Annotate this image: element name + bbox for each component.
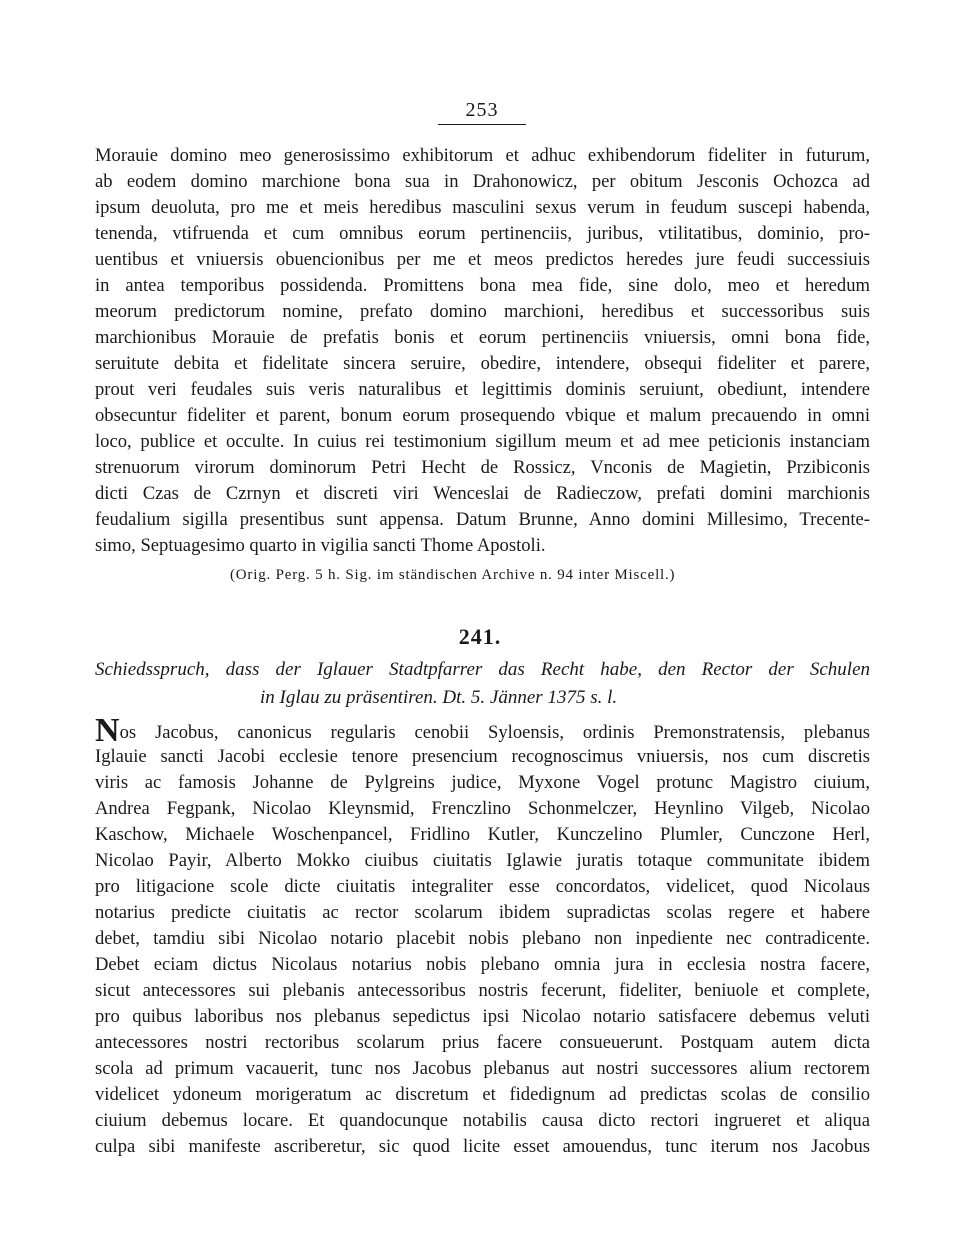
page-number: 253 [438,100,526,125]
text-line: antecessores nostri rectoribus scolarum prius facere consueuerunt. Postquam autem dicta [95,1032,870,1053]
summary-line: Schiedsspruch, dass der Iglauer Stadtpfarrer das Recht habe, den Rector der Schulen [95,659,870,680]
text-line: Kaschow, Michaele Woschenpancel, Fridlino Kutler, Kunczelino Plumler, Cunczone Herl, [95,824,870,845]
source-note: (Orig. Perg. 5 h. Sig. im ständischen Archive n. 94 inter Miscell.) [230,567,676,583]
text-line: tenenda, vtifruenda et cum omnibus eorum pertinenciis, juribus, vtilitatibus, dominio, pro- [95,223,870,244]
text-line: strenuorum virorum dominorum Petri Hecht de Rossicz, Vnconis de Magietin, Przibiconis [95,457,870,478]
text-line: prout veri feudales suis veris naturalibus et legittimis dominis seruiunt, obediunt, intendere [95,379,870,400]
text-line: debet, tamdiu sibi Nicolao notario placebit nobis plebano non inpediente nec contradicente. [95,928,870,949]
text-line: ipsum deuoluta, pro me et meis heredibus masculini sexus verum in feudum suscepi habenda, [95,197,870,218]
text-line: in antea temporibus possidenda. Promittens bona mea fide, sine dolo, meo et heredum [95,275,870,296]
text-line: viris ac famosis Johanne de Pylgreins judice, Myxone Vogel protunc Magistro ciuium, [95,772,870,793]
text-line: notarius predicte ciuitatis ac rector scolarum ibidem supradictas scolas regere et habere [95,902,870,923]
text-line: culpa sibi manifeste ascriberetur, sic quod licite esset amouendus, tunc iterum nos Jacobus [95,1136,870,1157]
initial-letter: N [95,712,120,749]
charter-continuation-text [95,143,870,559]
text-line: Morauie domino meo generosissimo exhibitorum et adhuc exhibendorum fideliter in futurum, [95,145,870,166]
summary-line: in Iglau zu präsentiren. Dt. 5. Jänner 1375 s. l. [260,687,618,708]
text-line: seruitute debita et fidelitate sincera seruire, obedire, intendere, obsequi fideliter et parere, [95,353,870,374]
first-line-text: os Jacobus, canonicus regularis cenobii Syloensis, ordinis Premonstratensis, plebanus [119,722,870,743]
text-line: meorum predictorum nomine, prefato domino marchioni, heredibus et successoribus suis [95,301,870,322]
text-line: pro quibus laboribus nos plebanus sepedictus ipsi Nicolao notario satisfacere debemus veluti [95,1006,870,1027]
text-line: Nicolao Payir, Alberto Mokko ciuibus ciuitatis Iglawie juratis totaque communitate ibidem [95,850,870,871]
text-line: feudalium sigilla presentibus sunt appensa. Datum Brunne, Anno domini Millesimo, Trecente- [95,509,870,530]
text-line: pro litigacione scole dicte ciuitatis integraliter esse concordatos, videlicet, quod Nicolaus [95,876,870,897]
text-line: Debet eciam dictus Nicolaus notarius nobis plebano omnia jura in ecclesia nostra facere, [95,954,870,975]
text-line: ab eodem domino marchione bona sua in Drahonowicz, per obitum Jesconis Ochozca ad [95,171,870,192]
text-line: Andrea Fegpank, Nicolao Kleynsmid, Frenczlino Schonmelczer, Heynlino Vilgeb, Nicolao [95,798,870,819]
text-line: loco, publice et occulte. In cuius rei testimonium sigillum meum et ad mee peticionis instanciam [95,431,870,452]
text-line: ciuium debemus locare. Et quandocunque notabilis causa dicto rectori ingrueret et aliqua [95,1110,870,1131]
text-line: uentibus et vniuersis obuencionibus per me et meos predictos heredes jure feudi successiuis [95,249,870,270]
text-line: Iglauie sancti Jacobi ecclesie tenore presencium recognoscimus vniuersis, nos cum discretis [95,746,870,767]
document-number: 241. [458,624,502,649]
text-line: obsecuntur fideliter et parent, bonum eorum prosequendo vbique et malum precauendo in omni [95,405,870,426]
first-text-line [95,712,870,749]
charter-text [95,712,870,1160]
text-line: sicut antecessores sui plebanis antecessoribus nostris fecerunt, fideliter, beniuole et complete, [95,980,870,1001]
text-line: videlicet ydoneum morigeratum ac discretum et fidedignum ad predictas scolas de consilio [95,1084,870,1105]
text-line: simo, Septuagesimo quarto in vigilia sancti Thome Apostoli. [95,535,546,556]
document-summary [95,656,870,712]
text-line: scola ad primum vacauerit, tunc nos Jacobus plebanus aut nostri successores alium rectorem [95,1058,870,1079]
text-line: marchionibus Morauie de prefatis bonis et eorum pertinenciis vniuersis, omni bona fide, [95,327,870,348]
text-line: dicti Czas de Czrnyn et discreti viri Wenceslai de Radieczow, prefati domini marchionis [95,483,870,504]
